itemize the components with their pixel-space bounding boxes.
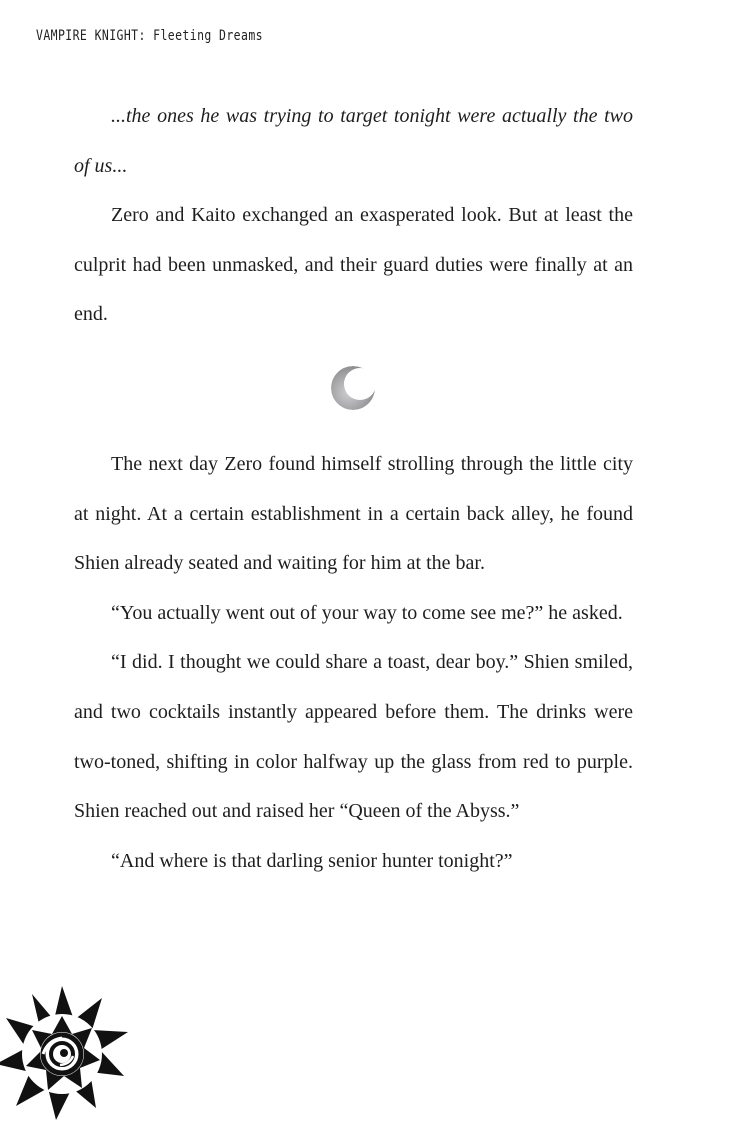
paragraph: Zero and Kaito exchanged an exasperated look. But at least the culprit had been unmasked, and their guard duties were finally at an end. [74,204,633,326]
paragraph: “You actually went out of your way to come see me?” he asked. [111,601,623,624]
text-section-1 [74,92,633,340]
paragraph: The next day Zero found himself strolling through the little city at night. At a certain establishment in a certain back alley, he found Shien already seated and waiting for him at the bar. [74,453,633,575]
running-header: VAMPIRE KNIGHT: Fleeting Dreams [36,28,263,44]
rose-ornament-icon [0,982,140,1132]
paragraph: “I did. I thought we could share a toast, dear boy.” Shien smiled, and two cocktails instantly appeared before them. The drinks were two-toned, shifting in color halfway up the glass from red to purple. Shien reached out and raised her “Queen of the Abyss.” [74,651,633,823]
paragraph: ...the ones he was trying to target tonight were actually the two of us... [74,105,633,177]
paragraph: “And where is that darling senior hunter tonight?” [111,849,513,872]
crescent-moon-icon [328,363,378,413]
text-section-2 [74,440,633,886]
